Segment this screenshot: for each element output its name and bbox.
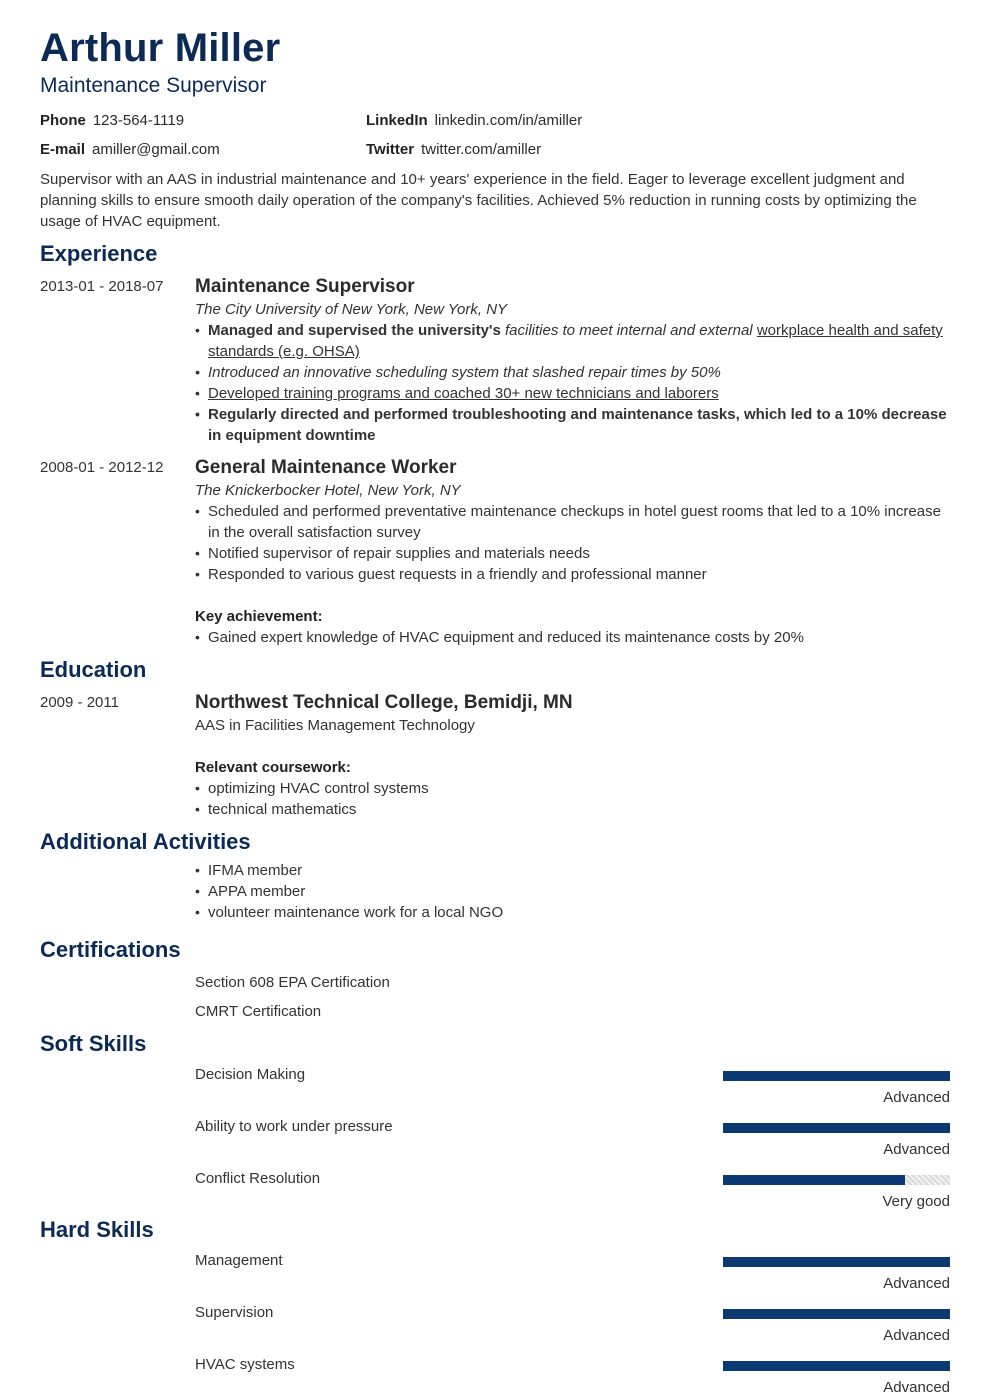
certifications-list xyxy=(195,972,950,1022)
linkedin-value: linkedin.com/in/amiller xyxy=(434,112,583,129)
skill-name: Ability to work under pressure xyxy=(195,1118,393,1135)
phone-label: Phone xyxy=(40,112,86,129)
job-dates: 2008-01 - 2012-12 xyxy=(40,459,164,476)
linkedin-label: LinkedIn xyxy=(366,112,428,129)
skill-level-text: Advanced xyxy=(883,1089,950,1106)
skill-level-fill xyxy=(723,1123,950,1133)
activities-heading: Additional Activities xyxy=(40,829,251,854)
skill-level-fill xyxy=(723,1175,905,1185)
certification-item: CMRT Certification xyxy=(195,1003,322,1020)
job-company: The Knickerbocker Hotel, New York, NY xyxy=(195,482,461,499)
coursework-item: • optimizing HVAC control systems xyxy=(195,778,950,799)
school-name: Northwest Technical College, Bemidji, MN xyxy=(195,692,573,713)
job-title: General Maintenance Worker xyxy=(195,457,457,478)
job-bullet: • Scheduled and performed preventative maintenance checkups in hotel guest rooms that led to a 10% increase in the overall satisfaction survey xyxy=(195,501,950,543)
job-dates: 2013-01 - 2018-07 xyxy=(40,278,164,295)
activities-list xyxy=(195,860,950,923)
experience-heading: Experience xyxy=(40,241,158,266)
job-bullet: • Managed and supervised the university's facilities to meet internal and external workplace health and safety standards (e.g. OHSA) xyxy=(195,320,950,362)
skill-level-text: Advanced xyxy=(883,1275,950,1292)
contact-phone xyxy=(40,110,366,131)
achievement-bullet: • Gained expert knowledge of HVAC equipment and reduced its maintenance costs by 20% xyxy=(195,627,950,648)
skill-name: HVAC systems xyxy=(195,1356,295,1373)
job-bullet: • Notified supervisor of repair supplies and materials needs xyxy=(195,543,950,564)
skill-name: Supervision xyxy=(195,1304,274,1321)
candidate-title: Maintenance Supervisor xyxy=(40,74,267,97)
job-bullet: • Developed training programs and coached 30+ new technicians and laborers xyxy=(195,383,950,404)
skill-level-bar xyxy=(723,1309,950,1319)
candidate-name: Arthur Miller xyxy=(40,26,281,70)
skill-level-bar xyxy=(723,1361,950,1371)
twitter-label: Twitter xyxy=(366,141,415,158)
skill-level-text: Very good xyxy=(882,1193,950,1210)
soft-skills-heading: Soft Skills xyxy=(40,1031,147,1056)
skill-item xyxy=(195,1110,950,1162)
coursework-label: Relevant coursework: xyxy=(195,759,351,776)
degree: AAS in Facilities Management Technology xyxy=(195,717,475,734)
skill-name: Conflict Resolution xyxy=(195,1170,321,1187)
activity-item: • volunteer maintenance work for a local NGO xyxy=(195,902,950,923)
contact-twitter xyxy=(366,139,950,160)
email-value: amiller@gmail.com xyxy=(92,141,220,158)
contact-linkedin xyxy=(366,110,950,131)
job-bullet: • Regularly directed and performed troubleshooting and maintenance tasks, which led to a 10% decrease in equipment downtime xyxy=(195,404,950,446)
hard-skills-list xyxy=(40,1244,950,1400)
certification-item: Section 608 EPA Certification xyxy=(195,974,390,991)
job-company: The City University of New York, New York, NY xyxy=(195,301,508,318)
skill-level-fill xyxy=(723,1257,950,1267)
skill-level-fill xyxy=(723,1361,950,1371)
skill-level-bar xyxy=(723,1257,950,1267)
skill-item xyxy=(195,1244,950,1296)
skill-level-bar xyxy=(723,1071,950,1081)
education-dates: 2009 - 2011 xyxy=(40,694,119,711)
contact-info xyxy=(40,110,950,160)
phone-value: 123-564-1119 xyxy=(92,112,185,129)
job-entry xyxy=(40,274,950,446)
education-entry xyxy=(40,690,950,820)
skill-level-fill xyxy=(723,1309,950,1319)
summary: Supervisor with an AAS in industrial maintenance and 10+ years' experience in the field. Eager to leverage excellent judgment and planning skills to ensure smooth daily operation of the company's facilities. Achieved 5% reduction in running costs by optimizing the usage of HVAC equipment. xyxy=(40,171,917,230)
twitter-value: twitter.com/amiller xyxy=(421,141,542,158)
job-entry xyxy=(40,455,950,648)
skill-level-bar xyxy=(723,1175,950,1185)
soft-skills-list xyxy=(40,1058,950,1214)
activity-item: • IFMA member xyxy=(195,860,950,881)
job-bullet: • Introduced an innovative scheduling system that slashed repair times by 50% xyxy=(195,362,950,383)
skill-level-text: Advanced xyxy=(883,1141,950,1158)
job-title: Maintenance Supervisor xyxy=(195,276,415,297)
skill-name: Management xyxy=(195,1252,283,1269)
skill-level-text: Advanced xyxy=(883,1379,950,1396)
key-achievement-label: Key achievement: xyxy=(195,608,323,625)
job-bullet: • Responded to various guest requests in a friendly and professional manner xyxy=(195,564,950,585)
skill-level-bar xyxy=(723,1123,950,1133)
skill-item xyxy=(195,1348,950,1400)
activity-item: • APPA member xyxy=(195,881,950,902)
certifications-heading: Certifications xyxy=(40,937,181,962)
skill-level-fill xyxy=(723,1071,950,1081)
contact-email xyxy=(40,139,366,160)
education-heading: Education xyxy=(40,657,147,682)
skill-item xyxy=(195,1296,950,1348)
skill-level-text: Advanced xyxy=(883,1327,950,1344)
coursework-item: • technical mathematics xyxy=(195,799,950,820)
skill-item xyxy=(195,1162,950,1214)
skill-name: Decision Making xyxy=(195,1066,306,1083)
hard-skills-heading: Hard Skills xyxy=(40,1217,154,1242)
email-label: E-mail xyxy=(40,141,86,158)
skill-item xyxy=(195,1058,950,1110)
